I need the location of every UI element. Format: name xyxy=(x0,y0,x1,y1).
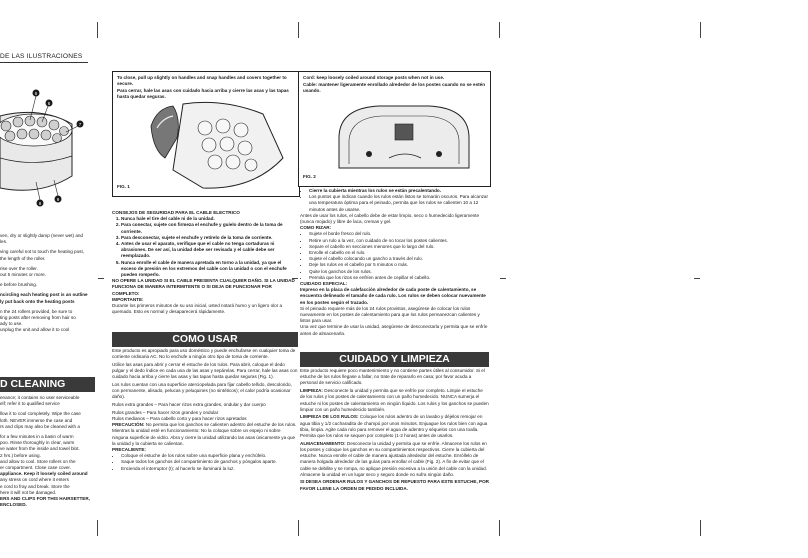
callout-label: 8 xyxy=(38,201,42,206)
section-title-como-usar: COMO USAR xyxy=(112,332,298,347)
callout-label: 9 xyxy=(56,197,60,202)
precalentar-continued-list xyxy=(300,188,489,213)
paragraph: Una vez que termine de usar la unidad, asegúrese de desconectarla y permita que se enfríe antes de almacenarla. xyxy=(300,324,488,336)
list-item: • Encienda el interruptor (I); al hacerlo se iluminará la luz. xyxy=(121,466,298,472)
paragraph: Utilice las asas para abrir y cerrar el estuche de los rulos. Para abrir, coloque el dedo pulgar y el dedo índice en cada una de las asas y sepárelas. Para cerrar, hale las asas con cuidado hacia arriba y cierre las asas y las tapas hasta quedar seguras (Fig. 1). xyxy=(112,361,298,380)
crop-mark xyxy=(499,22,500,38)
crop-mark xyxy=(298,520,299,536)
figure-1-illustration xyxy=(143,98,293,194)
como-rizar-list xyxy=(300,231,489,281)
crop-mark xyxy=(694,278,700,279)
almacenamiento-text: Desconecte la unidad y permita que se enfríe. Almacene los rulos en los postes y coloque los ganchos en su compartimientos respectivos. Cierre la cubierta del estuche. Nunca enrolle el cable de manera ajustada alrededor del estuche. Enróllelo de manera holgada alrededor de las guías para enrollar el cable (Fig. 2). A fin de evitar que el cable se debilite y se rompa, no aplique presión excesiva a la unión del cable con la unidad. Almacene la unidad en un lugar seco y seguro donde no sufra ningún daño. xyxy=(300,440,487,477)
callout-label: 6 xyxy=(47,101,51,106)
paragraph: Los rulos cuentan con una superficie aterciopelada para fijar cabello teñido, descolorido, con permanente, alisado, pelucas y peluquines (no sintéticos); el calor podría ocasionar daño). xyxy=(112,382,292,400)
paragraph: Si el peinado requiere más de los 24 rulos provistos, asegúrese de colocar los rulos nuevamente en los postes de calentamiento para que los rulos permanezcan calientes y listos para usar. xyxy=(300,305,480,324)
como-rizar-title: COMO RIZAR: xyxy=(300,225,332,231)
crop-mark xyxy=(298,22,299,38)
paragraph xyxy=(300,414,489,439)
rulos-text: Coloque los rulos adentro de un lavabo y déjelos remojar en agua tibia y 1/2 cucharadita de champú por unos minutos. Enjuague los rulos bien con agua tibia, limpia. Agite cada rulo para remover el agua de adentro y séquelos con una toalla. Permita que los rulos se sequen por completo (1-2 horas) antes de usarlos. xyxy=(300,414,488,439)
crop-mark xyxy=(97,520,98,536)
crop-mark xyxy=(97,22,98,38)
caution-text: No permita que los ganchos se calienten adentro del estuche de los rulos. Mientras la unidad esté en funcionamiento: No la coloque sobre un espejo ni sobre ninguna superficie de vidrio. Abra y cierre la unidad utilizando las asas únicamente ya que la unidad y la cubierta se calientan. xyxy=(112,422,297,446)
list-item: 3. Para desconectar, sujete el enchufe y retírelo de la toma de corriente. xyxy=(121,235,298,241)
section-title-cleaning: D CLEANING xyxy=(0,377,95,392)
safety-list xyxy=(112,216,298,278)
figure-2-illustration xyxy=(329,98,479,178)
list-item: 1. Nunca hale el tire del cable ni de la unidad. xyxy=(121,216,298,222)
cuidado-especial-text: Impreso en la placa de calefacción alrededor de cada poste de calentamiento, se encuentra delineado el tamaño de cada rulo. Los rulos se deben colocar nuevamente en los postes según el trazado. xyxy=(300,287,486,305)
rulos-title: LIMPIEZA DE LOS RULOS: xyxy=(300,414,359,420)
safety-section xyxy=(112,210,298,315)
important-text: Durante los primeros minutos de su uso inicial, usted notará humo y un ligero olor a quemado. Esto es normal y desaparecerá rápidamente. xyxy=(112,303,283,315)
almacenamiento-title: ALMACENAMIENTO: xyxy=(300,440,346,446)
figure-1-box xyxy=(112,71,300,197)
list-item: 4. Antes de usar el aparato, verifique que el cable no tenga cortaduras ni abrasiones. De ser así, la unidad debe ser revisada y el cable debe ser reemplazado. xyxy=(121,241,298,260)
crop-mark xyxy=(499,520,500,536)
paragraph: Rulos extra grandes – Para hacer rizos extra grandes, ondular y dar cuerpo xyxy=(112,402,266,408)
precalentar-title: PRECALIENTE: xyxy=(112,447,146,453)
left-text-block-1: ven, dry or slightly damp (never wet) and les. ving careful not to touch the heating post, the length of the roller. rise over the roller. out 5 minutes or more. e before brushing. ncircling each heating post is an outline ly put back onto the heating posts n the 24 rollers provided, be sure to ting posts after removing from hair so ady to use. unplug the unit and allow it to cool xyxy=(0,233,88,333)
list-item: • Separe el cabello en secciones menores que lo largo del rulo. xyxy=(309,244,489,250)
paragraph: Este producto requiere poco mantenimiento y no contiene partes útiles al consumidor. Si el estuche de los rulos llegase a fallar, no trate de repararlo en casa; por favor acuda a personal de servicio calificado. xyxy=(300,368,485,386)
precalentar-list xyxy=(112,453,298,472)
important-title: IMPORTANTE: xyxy=(112,296,144,302)
cuidado-especial-title: CUIDADO ESPECIAL: xyxy=(300,281,348,287)
list-item: • Cierre la cubierta mientras los rulos se están precalentando. xyxy=(309,188,489,194)
right-section-top xyxy=(300,188,489,337)
paragraph xyxy=(300,441,489,478)
figure-2-label: FIG. 2 xyxy=(303,174,316,179)
figure-1-caption-en: To close, pull up slightly on handles and snap handles and covers together to secure. xyxy=(117,75,287,87)
limpieza-text: Desconecte la unidad y permita que se enfríe por completo. Limpie el estuche de los rulos y los postes de calentamiento con un paño humedecido. NUNCA sumerja el estuche ni los postes de calentamiento en ningún líquido. Los rulos y los ganchos se pueden limpiar con un paño humedecido también. xyxy=(300,388,489,412)
list-item: • Deje los rulos en el cabello por 5 minutos o más. xyxy=(309,262,489,268)
figure-2-box xyxy=(298,71,491,187)
paragraph xyxy=(300,388,489,413)
cuidado-section xyxy=(300,368,489,492)
crop-mark xyxy=(700,520,701,536)
figure-1-label: FIG. 1 xyxy=(117,184,130,189)
list-item: 5. Nunca enrolle el cable de manera apretada en torno a la unidad, ya que el exceso de presión en los extremos del cable con la unidad o con el enchufe pueden romperlo. xyxy=(121,260,298,279)
caution-title: PRECAUCIÓN: xyxy=(112,422,145,428)
safety-title: CONSEJOS DE SEGURIDAD PARA EL CABLE ELECTRICO xyxy=(112,210,240,215)
crop-mark xyxy=(98,278,104,279)
list-item: • Retire un rulo a la vez, con cuidado de no tocar los postes calientes. xyxy=(309,238,489,244)
order-notice: SI DESEA ORDENAR RULOS Y GANCHOS DE REPUESTO PARA ESTE ESTUCHE, POR FAVOR LLENE LA ORDEN DE PEDIDO INCLUIDA. xyxy=(300,479,489,491)
figure-2-caption-es: Cable: mantener ligeramente enrollado alrededor de los postes cuando no se estén usando. xyxy=(303,82,486,94)
list-item: • Enrolle el cabello en el rulo. xyxy=(309,250,489,256)
como-usar-section xyxy=(112,348,298,472)
section-title-cuidado: CUIDADO Y LIMPIEZA xyxy=(300,352,489,367)
list-item: • Sujete el cabello colocando un gancho a través del rulo. xyxy=(309,256,489,262)
prep-text: Antes de usar los rulos, el cabello debe de estar limpio, seco o humedecido ligeramente (nunca mojado) y libre de laca, cremas y gel. xyxy=(300,212,480,225)
figure-1-caption-es: Para cerrar, hale las asas con cuidado hacia arriba y cierre las asas y las tapas hasta quedar seguras. xyxy=(117,88,289,100)
list-item: • Quite los ganchos de los rulos. xyxy=(309,269,489,275)
list-item: • Permita que los rizos se enfríen antes de cepillar el cabello. xyxy=(309,275,489,281)
list-item: • Coloque el estuche de los rulos sobre una superficie plana y enchúfelo. xyxy=(121,453,298,459)
crop-mark xyxy=(700,22,701,38)
hairsetter-illustration xyxy=(0,76,90,216)
left-text-block-2: enance; it contains no user serviceable elf; refer it to qualified service llow it to cool completely. Wipe the case loth. NEVER immerse the case and rs and clips may also be cleaned with a for a few minutes in a basin of warm poo. Rinse thoroughly in clear, warm ve water from the inside and towel blot. 2 hrs.) before using. and allow to cool. Store rollers on the er compartment. Close case cover. appliance. Keep it loosely coiled around any stress on cord where it enters e cord to fray and break. Store the here it will not be damaged. ERS AND CLIPS FOR THIS HAIRSETTER, ENCLOSED. xyxy=(0,395,90,508)
paragraph: Rulos medianos – Para cabello corto y para hacer rizos apretados xyxy=(112,416,247,422)
paragraph: Este producto es apropiado para uso doméstico y puede enchufarse en cualquier toma de corriente ordinaria AC. No lo enchufe a ningún otro tipo de toma de corriente. xyxy=(112,348,296,360)
warning-text: NO OPERE LA UNIDAD SI EL CABLE PRESENTA CUALQUIER DAÑO. SI LA UNIDAD FUNCIONA DE MANERA INTERMITENTE O SI DEJA DE FUNCIONAR POR COMPLETO: xyxy=(112,278,295,296)
paragraph: Rulos grandes – Para hacer rizos grandes y ondular xyxy=(112,409,219,415)
header-rule xyxy=(0,62,88,63)
crop-mark xyxy=(500,278,506,279)
figure-2-caption-en: Cord: keep loosely coiled around storage posts when not in use. xyxy=(303,75,445,80)
list-item: 2. Para conectar, sujete con firmeza el enchufe y guíelo dentro de la toma de corriente. xyxy=(121,222,298,234)
list-item: • Los puntos que indican cuando los rulos están listos se tornarán oscuros. Para alcanzar una temperatura óptima para el peinado, permita que los rulos se calienten 10 a 12 minutos antes de usarse. xyxy=(309,194,489,213)
page-header: DE LAS ILUSTRACIONES xyxy=(0,53,83,60)
limpieza-title: LIMPIEZA: xyxy=(300,388,323,394)
list-item: • Saque todos los ganchos del compartimiento de ganchos y póngalos aparte. xyxy=(121,459,298,465)
callout-label: 5 xyxy=(34,91,38,96)
callout-label: 7 xyxy=(78,122,82,127)
list-item: • Sujete el borde fresco del rulo. xyxy=(309,231,489,237)
